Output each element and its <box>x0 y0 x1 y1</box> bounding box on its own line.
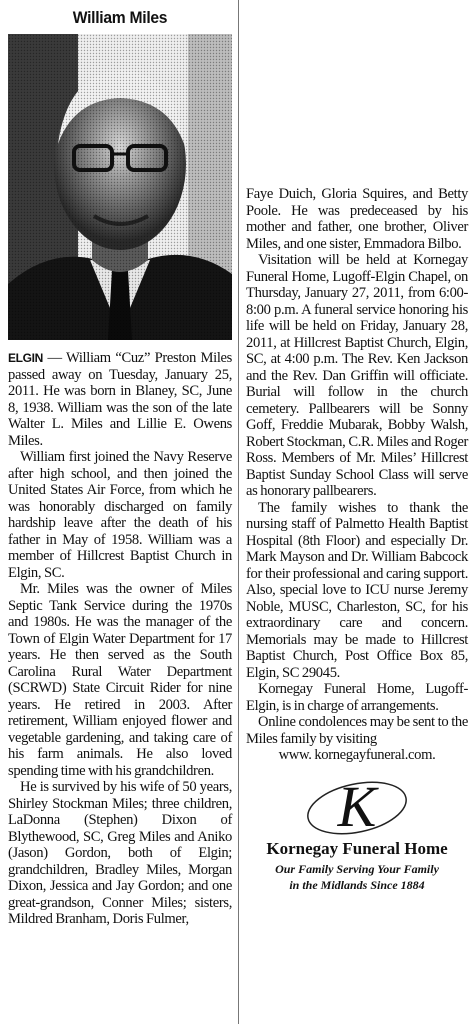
logo-monogram: K <box>337 773 377 838</box>
left-column <box>8 6 232 928</box>
paragraph: ELGIN — William “Cuz” Preston Miles passed away on Tuesday, January 25, 2011. He was born in Blaney, SC, June 8, 1938. William was the son of the late Walter L. Miles and Lillie E. Owens Miles. <box>8 350 232 449</box>
obituary-body-left <box>8 350 232 928</box>
logo-tagline-2: in the Midlands Since 1884 <box>289 877 425 892</box>
portrait-photo <box>8 34 232 340</box>
paragraph: Kornegay Funeral Home, Lugoff-Elgin, is in charge of arrangements. <box>246 681 468 714</box>
dateline: ELGIN <box>8 351 43 365</box>
funeral-home-name: Kornegay Funeral Home <box>266 838 448 858</box>
paragraph: Faye Duich, Gloria Squires, and Betty Poole. He was predeceased by his mother and father, one brother, Oliver Miles, and one sister, Emmadora Bilbo. <box>246 186 468 252</box>
paragraph: Online condolences may be sent to the Miles family by visiting <box>246 714 468 747</box>
paragraph: William first joined the Navy Reserve after high school, and then joined the United States Air Force, from which he was honorably discharged on family hardship leave after the death of his father in May of 1958. William was a member of Hillcrest Baptist Church in Elgin, SC. <box>8 449 232 581</box>
clipped-text-line <box>246 170 468 180</box>
paragraph: He is survived by his wife of 50 years, Shirley Stockman Miles; three children, LaDonna (Stephen) Dixon of Blythewood, SC, Greg Miles and Aniko (Jason) Gordon, both of Elgin; grandchildren, Bradley Miles, Morgan Dixon, Jessica and Jay Gordon; and one great-grandson, Conner Miles; sisters, Mildred Branham, Doris Fulmer, <box>8 779 232 927</box>
website-link[interactable]: www. kornegayfuneral.com. <box>278 747 436 763</box>
logo-tagline-1: Our Family Serving Your Family <box>275 861 439 876</box>
obituary-body-right <box>246 186 468 764</box>
right-column <box>246 186 468 891</box>
paragraph: Visitation will be held at Kornegay Funeral Home, Lugoff-Elgin Chapel, on Thursday, January 27, 2011, from 6:00-8:00 p.m. A funeral service honoring his life will be held on Friday, January 28, 2011, at Hillcrest Baptist Church, Elgin, SC, at 4:00 p.m. The Rev. Ken Jackson and the Rev. Dan Griffin will officiate. Burial will follow in the church cemetery. Pallbearers will be Sonny Goff, Freddie Mubarak, Bobby Walsh, Robert Stockman, C.R. Miles and Roger Ross. Members of Mr. Miles’ Hillcrest Baptist Sunday School Class will serve as honorary pallbearers. <box>246 252 468 499</box>
paragraph: The family wishes to thank the nursing staff of Palmetto Health Baptist Hospital (8th Floor) and especially Dr. Mark Mayson and Dr. William Babcock for their professional and caring support. Also, special love to ICU nurse Jeremy Noble, MUSC, Charleston, SC, for his extraordinary care and concern. Memorials may be made to Hillcrest Baptist Church, Post Office Box 85, Elgin, SC 29045. <box>246 499 468 681</box>
obituary-headline: William Miles <box>72 8 168 27</box>
funeral-home-logo <box>246 774 468 891</box>
monogram-k-icon <box>302 774 412 838</box>
column-divider <box>238 0 239 1024</box>
paragraph: Mr. Miles was the owner of Miles Septic Tank Service during the 1970s and 1980s. He was the manager of the Town of Elgin Water Department for 17 years. He then served as the South Carolina Rural Water Department (SCRWD) State Circuit Rider for nine years. He retired in 2003. After retirement, William enjoyed flower and vegetable gardening, and taking care of his farm animals. He also loved spending time with his grandchildren. <box>8 581 232 779</box>
